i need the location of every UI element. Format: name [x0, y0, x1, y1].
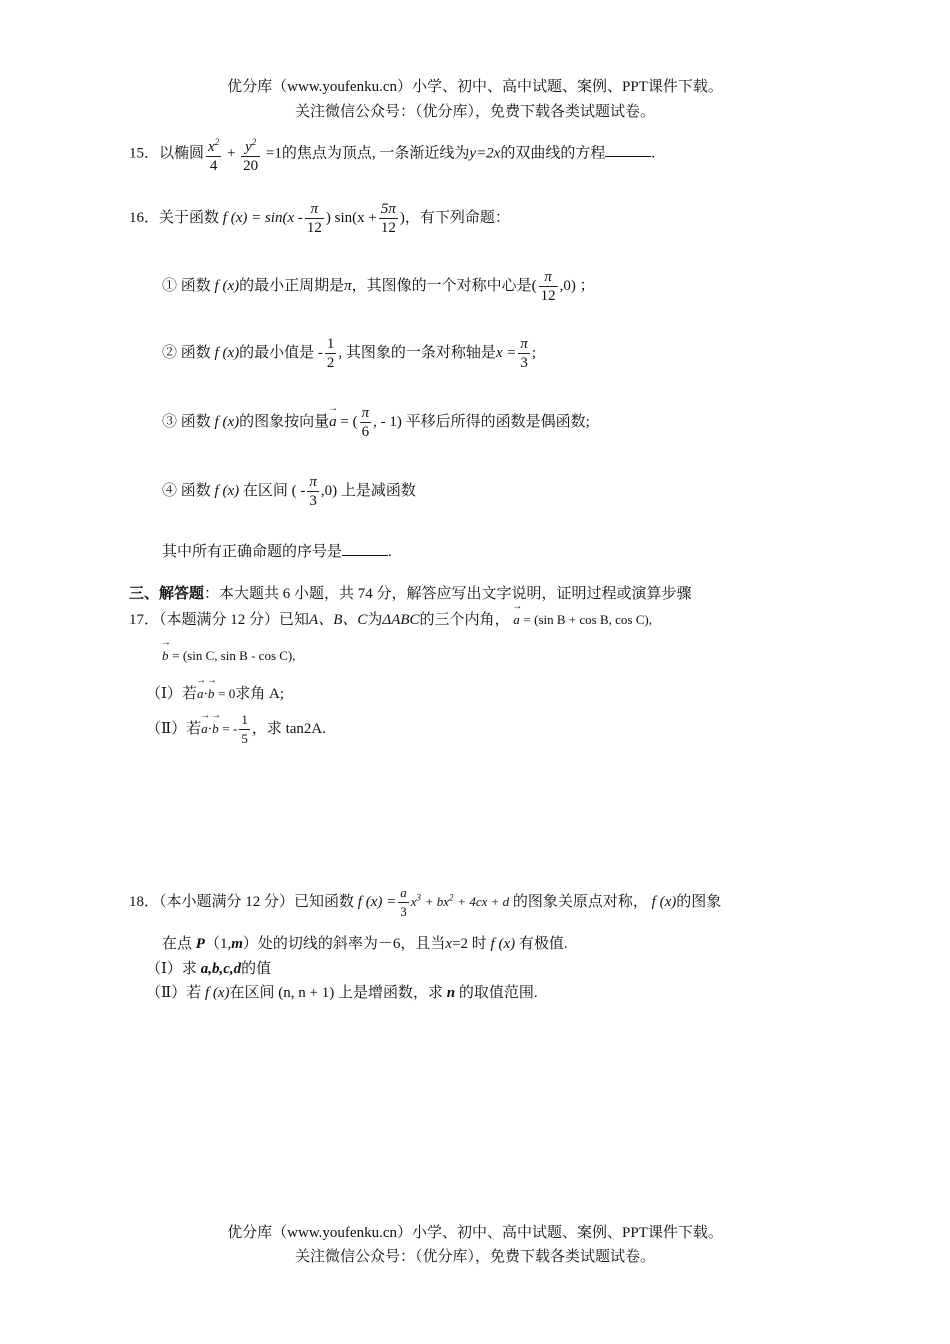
q18-number: 18．	[129, 893, 160, 910]
section-3-heading: 三、解答题：本大题共 6 小题，共 74 分，解答应写出文字说明，证明过程或演算步骤	[129, 586, 692, 602]
question-15: 15．以椭圆 $\frac{x^2}{4}$ + $\frac{y^2}{20}$ =1的焦点为顶点, 一条渐近线为y=2x的双曲线的方程 .	[129, 133, 655, 175]
answer-blank	[342, 541, 388, 556]
q16-frac-1: $\frac{\pi}{12}$	[306, 201, 322, 236]
footer-line-1: 优分库（www.youfenku.cn）小学、初中、高中试题、案例、PPT课件下载。	[227, 1225, 723, 1241]
q15-frac-x: $\frac{x^2}{4}$	[206, 133, 221, 175]
footer-line-2: 关注微信公众号：（优分库），免费下载各类试题试卷。	[294, 1249, 655, 1265]
q16-item-1: ① 函数 f (x)的最小正周期是π，其图像的一个对称中心是( $\frac{\pi}{12}$ ,0) ；	[162, 269, 595, 304]
question-18: 18．（本小题满分 12 分）已知函数 f (x) = $\frac{a}{3}$ $x^3 + bx^2 + 4cx + d$ 的图象关原点对称， f (x)的图象	[129, 885, 722, 919]
q17-number: 17．	[129, 612, 160, 628]
q16-item-2: ② 函数 f (x)的最小值是 - $\frac{1}{2}$ , 其图象的一条对称轴是x = $\frac{\pi}{3}$ ;	[162, 336, 537, 371]
q18-line-2: 在点 P（1,m）处的切线的斜率为－6，且当x=2 时 f (x) 有极值.	[162, 936, 568, 952]
q16-number: 16．	[129, 209, 160, 226]
header-line-1: 优分库（www.youfenku.cn）小学、初中、高中试题、案例、PPT课件下载。	[227, 79, 723, 95]
q15-number: 15．	[129, 145, 160, 162]
q17-b-vector: → b = (sin C, sin B - cos C),	[162, 648, 296, 665]
q16-item-4: ④ 函数 f (x) 在区间 ( - $\frac{\pi}{3}$ ,0) 上是减函数	[162, 474, 416, 509]
q15-frac-y: $\frac{y^2}{20}$	[241, 133, 260, 175]
q18-part-2: （Ⅱ）若 f (x)在区间 (n, n + 1) 上是增函数，求 n 的取值范围.	[146, 985, 538, 1001]
q18-part-1: （Ⅰ）求 a,b,c,d的值	[146, 961, 272, 977]
q16-item-3: ③ 函数 f (x)的图象按向量→ a = ( $\frac{\pi}{6}$ , - 1) 平移后所得的函数是偶函数;	[162, 404, 590, 441]
q17-part-1: （Ⅰ）若→ a⋅→ b = 0求角 A;	[146, 682, 284, 703]
q16-frac-2: $\frac{5\pi}{12}$	[380, 201, 396, 236]
question-17: 17．（本题满分 12 分）已知A、B、C为ΔABC的三个内角， → a = (sin B + cos B, cos C),	[129, 608, 652, 629]
q17-part-2: （Ⅱ）若→ a⋅→ b = - $\frac{1}{5}$ ，求 tan2A.	[146, 711, 326, 748]
answer-blank	[605, 142, 651, 157]
q16-conclusion: 其中所有正确命题的序号是 .	[162, 540, 392, 561]
vector-a: → a	[329, 414, 337, 431]
question-16: 16．关于函数 f (x) = sin(x - $\frac{\pi}{12}$ ) sin(x + $\frac{5\pi}{12}$ )，有下列命题：	[129, 201, 510, 236]
header-line-2: 关注微信公众号：（优分库），免费下载各类试题试卷。	[294, 104, 655, 120]
